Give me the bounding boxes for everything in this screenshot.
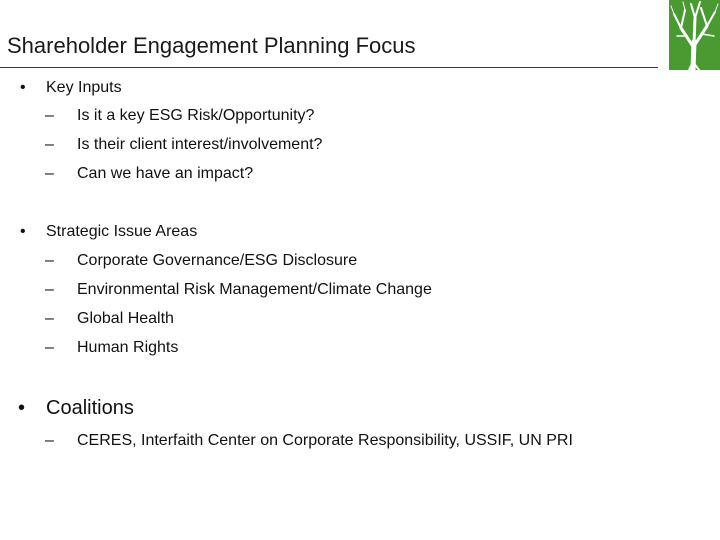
dash-glyph: – (45, 136, 54, 153)
bullet-dot: • (18, 397, 26, 419)
dash-glyph: – (45, 252, 54, 269)
sub-item-text: Can we have an impact? (77, 165, 254, 182)
dash-glyph: – (45, 339, 54, 356)
bullet-heading: Strategic Issue Areas (46, 223, 198, 240)
sub-item-text: Human Rights (77, 339, 179, 356)
sub-item-text: Is their client interest/involvement? (77, 136, 323, 153)
sub-item-text: Environmental Risk Management/Climate Change (77, 281, 432, 298)
dash-glyph: – (45, 107, 54, 124)
dash-glyph: – (45, 281, 54, 298)
sub-item-text: Corporate Governance/ESG Disclosure (77, 252, 358, 269)
sub-item-text: Is it a key ESG Risk/Opportunity? (77, 107, 315, 124)
bullet-dot: • (20, 79, 26, 96)
bullet-heading: Key Inputs (46, 79, 122, 96)
slide-title: Shareholder Engagement Planning Focus (7, 33, 416, 58)
dash-glyph: – (45, 165, 54, 182)
bullet-heading: Coalitions (46, 397, 134, 419)
dash-glyph: – (45, 310, 54, 327)
tree-logo-icon (669, 0, 720, 70)
title-divider (0, 67, 658, 68)
dash-glyph: – (45, 432, 54, 449)
sub-item-text: CERES, Interfaith Center on Corporate Responsibility, USSIF, UN PRI (77, 432, 573, 449)
sub-item-text: Global Health (77, 310, 174, 327)
bullet-dot: • (20, 223, 26, 240)
